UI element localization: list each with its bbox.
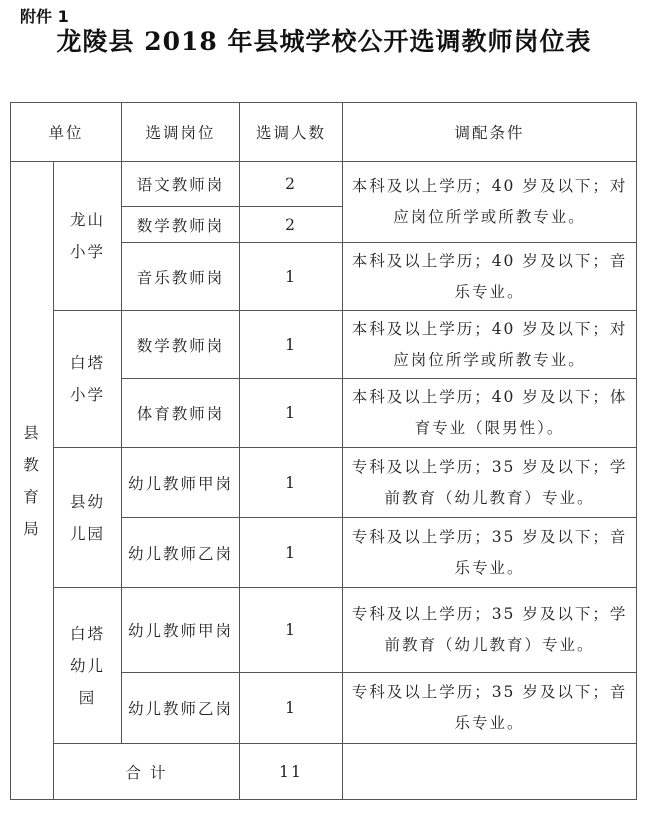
- table-header-row: [11, 103, 637, 162]
- count-cell: 2: [240, 162, 343, 207]
- count-cell: 2: [240, 207, 343, 243]
- count-cell: 1: [240, 448, 343, 518]
- condition-cell: 专科及以上学历；35 岁及以下；音乐专业。: [343, 673, 637, 744]
- condition-cell: 本科及以上学历；40 岁及以下；对应岗位所学或所教专业。: [343, 311, 637, 379]
- position-cell: 体育教师岗: [122, 379, 240, 448]
- count-cell: 1: [240, 379, 343, 448]
- unit-cell: 白塔小学: [54, 311, 122, 448]
- position-cell: 幼儿教师乙岗: [122, 673, 240, 744]
- header-position: 选调岗位: [122, 103, 240, 162]
- condition-cell: 本科及以上学历；40 岁及以下；音乐专业。: [343, 243, 637, 311]
- header-unit: 单位: [11, 103, 122, 162]
- position-cell: 数学教师岗: [122, 311, 240, 379]
- total-label: 合 计: [54, 744, 240, 800]
- total-row: [11, 744, 637, 800]
- table-row: [11, 162, 637, 207]
- total-empty-cell: [343, 744, 637, 800]
- count-cell: 1: [240, 588, 343, 673]
- condition-cell: 本科及以上学历；40 岁及以下；对应岗位所学或所教专业。: [343, 162, 637, 243]
- attachment-label: 附件 1: [20, 7, 69, 26]
- count-cell: 1: [240, 311, 343, 379]
- condition-cell: 专科及以上学历；35 岁及以下；音乐专业。: [343, 518, 637, 588]
- count-cell: 1: [240, 673, 343, 744]
- condition-cell: 本科及以上学历；40 岁及以下；体育专业（限男性）。: [343, 379, 637, 448]
- position-cell: 数学教师岗: [122, 207, 240, 243]
- count-cell: 1: [240, 243, 343, 311]
- header-conditions: 调配条件: [343, 103, 637, 162]
- header-count: 选调人数: [240, 103, 343, 162]
- table-row: [11, 588, 637, 673]
- department-cell: 县教育局: [11, 162, 54, 800]
- condition-cell: 专科及以上学历；35 岁及以下；学前教育（幼儿教育）专业。: [343, 588, 637, 673]
- table-row: [11, 311, 637, 379]
- position-cell: 音乐教师岗: [122, 243, 240, 311]
- unit-cell: 县幼儿园: [54, 448, 122, 588]
- unit-cell: 白塔幼儿园: [54, 588, 122, 744]
- count-cell: 1: [240, 518, 343, 588]
- position-table: [10, 102, 637, 800]
- position-cell: 幼儿教师甲岗: [122, 448, 240, 518]
- position-cell: 幼儿教师乙岗: [122, 518, 240, 588]
- position-cell: 语文教师岗: [122, 162, 240, 207]
- unit-cell: 龙山小学: [54, 162, 122, 311]
- condition-cell: 专科及以上学历；35 岁及以下；学前教育（幼儿教育）专业。: [343, 448, 637, 518]
- position-cell: 幼儿教师甲岗: [122, 588, 240, 673]
- document-title: 龙陵县 2018 年县城学校公开选调教师岗位表: [56, 27, 592, 56]
- total-count: 11: [240, 744, 343, 800]
- table-row: [11, 448, 637, 518]
